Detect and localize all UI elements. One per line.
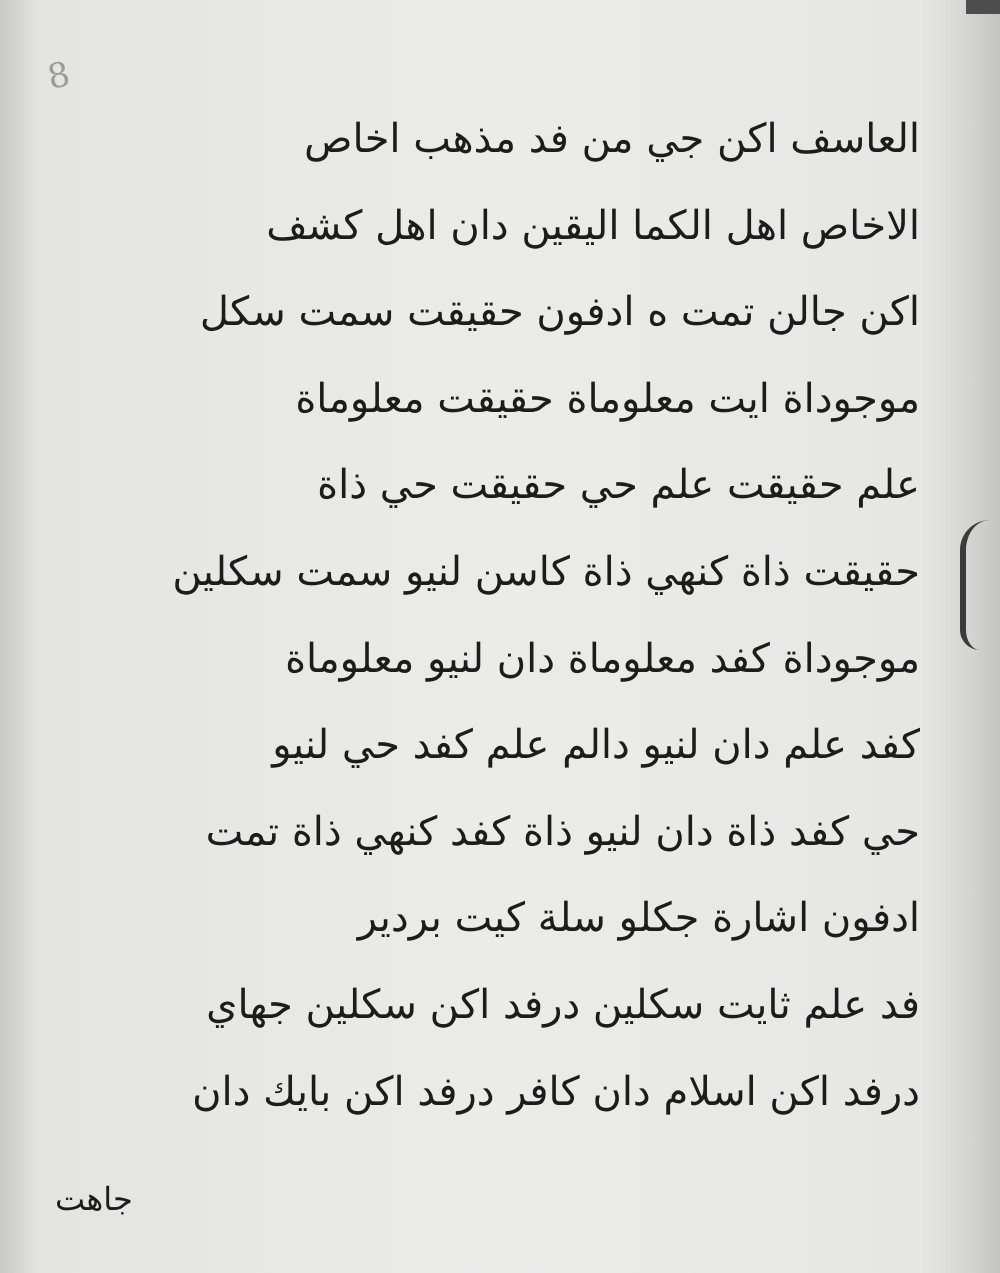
manuscript-text-block — [150, 96, 920, 1135]
text-line-6: حقيقت ذاة كنهي ذاة كاسن لنيو سمت سكلين — [172, 548, 920, 595]
text-line-2: الاخاص اهل الكما اليقين دان اهل كشف — [266, 202, 920, 249]
text-line-4: موجوداة ايت معلوماة حقيقت معلوماة — [295, 375, 920, 422]
text-line-12: درفد اكن اسلام دان كافر درفد اكن بايك دان — [192, 1068, 920, 1115]
text-line-1: العاسف اكن جي من فد مذهب اخاص — [304, 116, 920, 162]
text-line-10: ادفون اشارة جكلو سلة كيت بردير — [357, 895, 920, 942]
text-line-7: موجوداة كفد معلوماة دان لنيو معلوماة — [285, 635, 920, 682]
text-line-8: كفد علم دان لنيو دالم علم كفد حي لنيو — [272, 722, 920, 769]
binding-edge — [960, 520, 994, 650]
catchword: جاهت — [55, 1180, 133, 1218]
page-corner-shadow — [966, 0, 1000, 14]
folio-number: 8 — [44, 54, 74, 98]
text-line-5: علم حقيقت علم حي حقيقت حي ذاة — [317, 462, 920, 509]
text-line-11: فد علم ثايت سكلين درفد اكن سكلين جهاي — [206, 981, 920, 1028]
text-line-9: حي كفد ذاة دان لنيو ذاة كفد كنهي ذاة تمت — [205, 808, 920, 855]
text-line-3: اكن جالن تمت ه ادفون حقيقت سمت سكل — [199, 289, 920, 336]
